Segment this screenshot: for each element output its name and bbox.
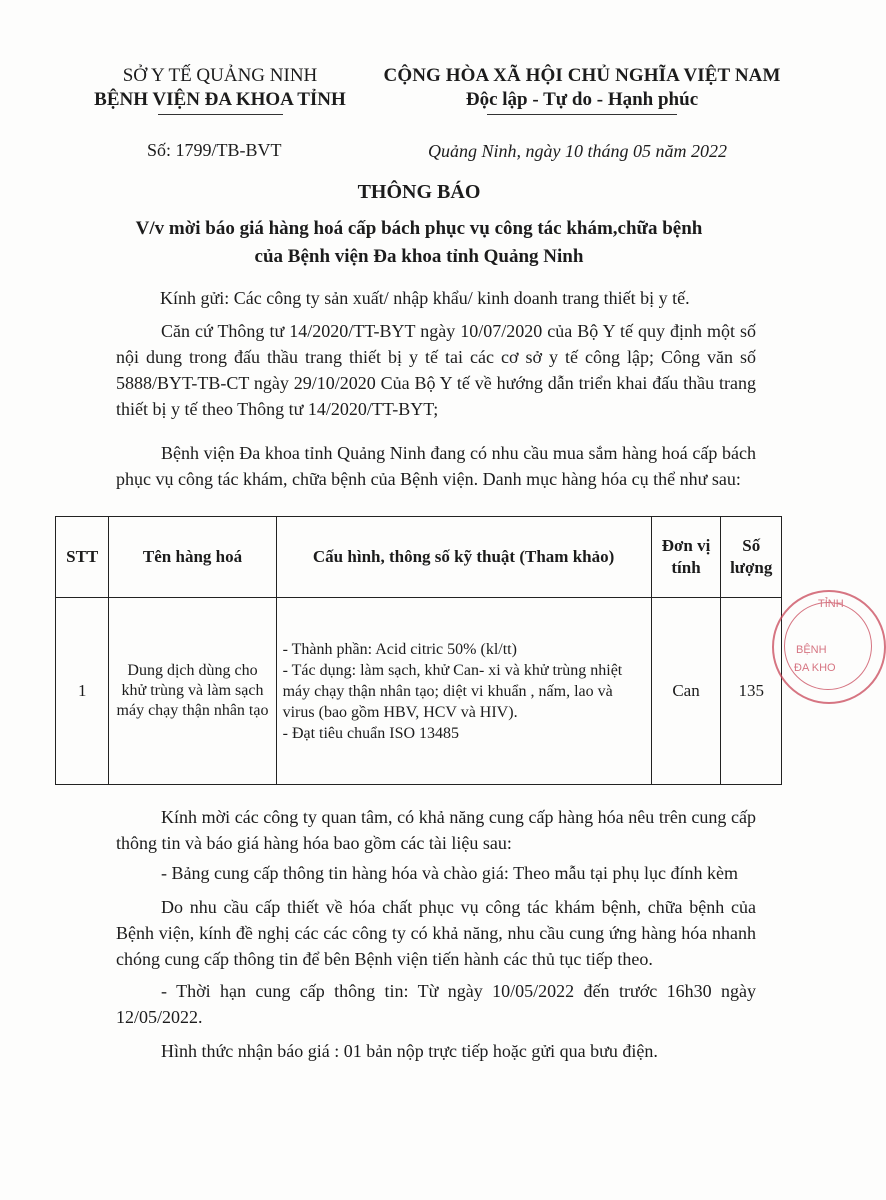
document-title: THÔNG BÁO (357, 181, 481, 203)
department-name: SỞ Y TẾ QUẢNG NINH (122, 65, 318, 86)
spec-composition: - Thành phần: Acid citric 50% (kl/tt) (282, 640, 517, 658)
documents-paragraph (116, 860, 756, 886)
document-subject-line1: V/v mời báo giá hàng hoá cấp bách phục vụ công tác khám,chữa bệnh (135, 218, 703, 239)
document-number: Số: 1799/TB-BVT (147, 140, 282, 160)
method-text: Hình thức nhận báo giá : 01 bản nộp trực tiếp hoặc gửi qua bưu điện. (161, 1041, 658, 1061)
legal-basis-paragraph (116, 318, 756, 422)
need-text: Bệnh viện Đa khoa tỉnh Quảng Ninh đang có nhu cầu mua sắm hàng hoá cấp bách phục vụ công tác khám, chữa bệnh của Bệnh viện. Danh mục hàng hóa cụ thể như sau: (116, 443, 756, 489)
recipient-line: Kính gửi: Các công ty sản xuất/ nhập khẩu/ kinh doanh trang thiết bị y tế. (160, 288, 690, 308)
place-date: Quảng Ninh, ngày 10 tháng 05 năm 2022 (428, 141, 727, 161)
header-unit: Đơn vị tính (651, 517, 721, 598)
header-name: Tên hàng hoá (109, 517, 276, 598)
need-paragraph (116, 440, 756, 492)
cell-qty: 135 (721, 598, 782, 785)
header-spec: Cấu hình, thông số kỹ thuật (Tham khảo) (276, 517, 651, 598)
document-subject-line2: của Bệnh viện Đa khoa tỉnh Quảng Ninh (254, 246, 584, 267)
goods-table (55, 516, 782, 785)
seal-text-mid1: BỆNH (796, 644, 827, 656)
spec-function: - Tác dụng: làm sạch, khử Can- xi và khử trùng nhiệt máy chạy thận nhân tạo; diệt vi khuẩn , nấm, lao và virus (bao gồm HBV, HCV và HIV). (282, 661, 623, 721)
cell-spec (276, 598, 651, 785)
cell-name: Dung dịch dùng cho khử trùng và làm sạch máy chạy thận nhân tạo (109, 598, 276, 785)
spec-standard: - Đạt tiêu chuẩn ISO 13485 (282, 724, 460, 742)
seal-text-top: TỈNH (818, 598, 844, 610)
invite-paragraph (116, 804, 756, 856)
cell-unit: Can (651, 598, 721, 785)
deadline-text: - Thời hạn cung cấp thông tin: Từ ngày 10/05/2022 đến trước 16h30 ngày 12/05/2022. (116, 981, 756, 1027)
header-qty: Số lượng (721, 517, 782, 598)
invite-text: Kính mời các công ty quan tâm, có khả năng cung cấp hàng hóa nêu trên cung cấp thông tin và báo giá hàng hóa bao gồm các tài liệu sau: (116, 807, 756, 853)
documents-text: - Bảng cung cấp thông tin hàng hóa và chào giá: Theo mẫu tại phụ lục đính kèm (161, 863, 739, 883)
legal-basis-text: Căn cứ Thông tư 14/2020/TT-BYT ngày 10/07/2020 của Bộ Y tế quy định một số nội dung trong đấu thầu trang thiết bị y tế tai các cơ sở y tế công lập; Công văn số 5888/BYT-TB-CT ngày 29/10/2020 Của Bộ Y tế về hướng dẫn triển khai đấu thầu trang thiết bị y tế theo Thông tư 14/2020/TT-BYT; (116, 321, 756, 419)
national-heading (372, 64, 792, 115)
hospital-name: BỆNH VIỆN ĐA KHOA TỈNH (94, 89, 346, 110)
deadline-paragraph (116, 978, 756, 1030)
header-stt: STT (56, 517, 109, 598)
issuer-block (70, 64, 370, 115)
urgency-text: Do nhu cầu cấp thiết về hóa chất phục vụ công tác khám bệnh, chữa bệnh của Bệnh viện, kính đề nghị các các công ty có khả năng, nhu cầu cung ứng hàng hóa nhanh chóng cung cấp thông tin để bên Bệnh viện tiến hành các thủ tục tiếp theo. (116, 897, 756, 969)
method-paragraph (116, 1038, 756, 1064)
table-header-row (56, 517, 782, 598)
official-seal (772, 590, 886, 704)
urgency-paragraph (116, 894, 756, 972)
country-name: CỘNG HÒA XÃ HỘI CHỦ NGHĨA VIỆT NAM (383, 65, 781, 86)
motto-underline (487, 114, 677, 115)
seal-text-mid2: ĐA KHO (794, 662, 836, 674)
issuer-underline (158, 114, 283, 115)
cell-stt: 1 (56, 598, 109, 785)
table-row (56, 598, 782, 785)
motto: Độc lập - Tự do - Hạnh phúc (465, 89, 699, 110)
